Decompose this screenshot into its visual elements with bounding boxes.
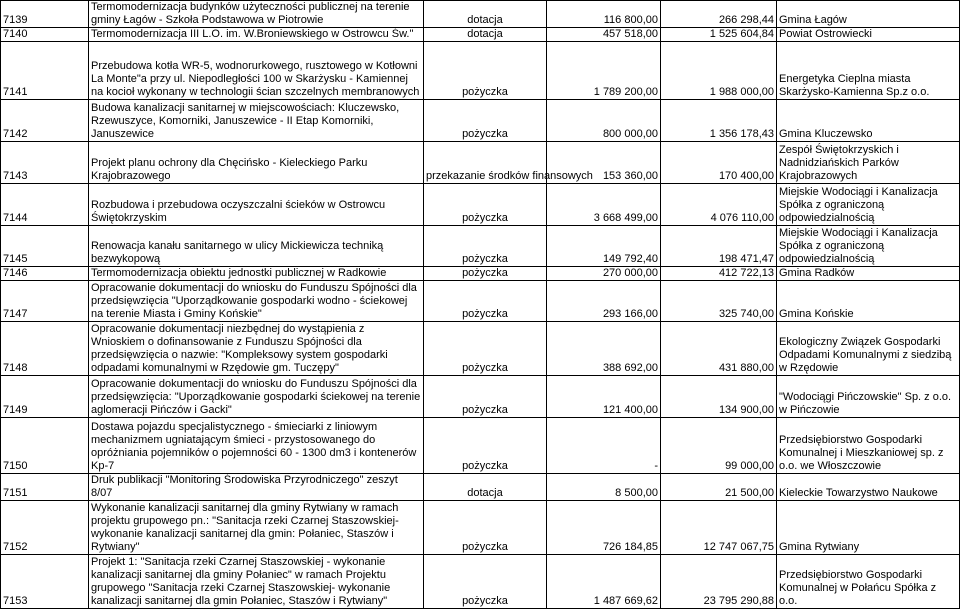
row-amount-funding: - bbox=[547, 418, 661, 474]
row-funding-type: pożyczka bbox=[424, 42, 547, 100]
row-amount-total: 1 525 604,84 bbox=[661, 28, 777, 42]
row-amount-total: 99 000,00 bbox=[661, 418, 777, 474]
row-amount-total: 170 400,00 bbox=[661, 142, 777, 184]
row-recipient: Gmina Rytwiany bbox=[777, 501, 960, 555]
row-description: Przebudowa kotła WR-5, wodnorurkowego, rusztowego w Kotłowni La Monte"a przy ul. Niepodległości 100 w Skarżysku - Kamiennej na kocioł wykonany w technologii ścian szczelnych membranowych bbox=[89, 42, 424, 100]
row-number: 7143 bbox=[1, 142, 89, 184]
row-amount-total: 325 740,00 bbox=[661, 281, 777, 322]
table-row bbox=[1, 1, 960, 28]
row-number: 7146 bbox=[1, 267, 89, 281]
row-amount-funding: 1 789 200,00 bbox=[547, 42, 661, 100]
row-funding-type: pożyczka bbox=[424, 281, 547, 322]
table-row bbox=[1, 501, 960, 555]
row-description: Rozbudowa i przebudowa oczyszczalni ścieków w Ostrowcu Świętokrzyskim bbox=[89, 184, 424, 226]
row-description: Termomodernizacja budynków użyteczności publicznej na terenie gminy Łagów - Szkoła Podstawowa w Piotrowie bbox=[89, 1, 424, 28]
table-row bbox=[1, 555, 960, 609]
table-body bbox=[1, 1, 960, 609]
row-recipient: Powiat Ostrowiecki bbox=[777, 28, 960, 42]
table-row bbox=[1, 322, 960, 376]
row-number: 7148 bbox=[1, 322, 89, 376]
row-funding-type: pożyczka bbox=[424, 555, 547, 609]
table-row bbox=[1, 226, 960, 267]
table-row bbox=[1, 267, 960, 281]
row-amount-total: 23 795 290,88 bbox=[661, 555, 777, 609]
row-recipient: Gmina Końskie bbox=[777, 281, 960, 322]
row-amount-total: 198 471,47 bbox=[661, 226, 777, 267]
row-recipient: Ekologiczny Związek Gospodarki Odpadami Komunalnymi z siedzibą w Rzędowie bbox=[777, 322, 960, 376]
row-number: 7151 bbox=[1, 474, 89, 501]
row-funding-type: przekazanie środków finansowych bbox=[424, 142, 547, 184]
row-amount-total: 21 500,00 bbox=[661, 474, 777, 501]
table-row bbox=[1, 281, 960, 322]
table-row bbox=[1, 376, 960, 418]
row-funding-type: dotacja bbox=[424, 28, 547, 42]
row-description: Projekt 1: "Sanitacja rzeki Czarnej Staszowskiej - wykonanie kanalizacji sanitarnej dla gminy Połaniec" w ramach Projektu grupowego "Sanitacja rzeki Czarnej Staszowskiej- wykonanie kanalizacji sanitarnej dla gmin Połaniec, Staszów i Rytwiany" bbox=[89, 555, 424, 609]
row-amount-total: 1 988 000,00 bbox=[661, 42, 777, 100]
row-amount-funding: 457 518,00 bbox=[547, 28, 661, 42]
row-funding-type: pożyczka bbox=[424, 100, 547, 142]
row-funding-type: pożyczka bbox=[424, 226, 547, 267]
row-funding-type: pożyczka bbox=[424, 322, 547, 376]
row-recipient: "Wodociągi Pińczowskie" Sp. z o.o. w Pińczowie bbox=[777, 376, 960, 418]
row-funding-type: pożyczka bbox=[424, 501, 547, 555]
row-amount-total: 134 900,00 bbox=[661, 376, 777, 418]
row-amount-funding: 149 792,40 bbox=[547, 226, 661, 267]
row-description: Budowa kanalizacji sanitarnej w miejscowościach: Kluczewsko, Rzewuszyce, Komorniki, Januszewice - II Etap Komorniki, Januszewice bbox=[89, 100, 424, 142]
row-amount-funding: 121 400,00 bbox=[547, 376, 661, 418]
table-row bbox=[1, 28, 960, 42]
table-row bbox=[1, 100, 960, 142]
row-number: 7141 bbox=[1, 42, 89, 100]
row-amount-total: 412 722,13 bbox=[661, 267, 777, 281]
row-funding-type: dotacja bbox=[424, 1, 547, 28]
row-amount-funding: 800 000,00 bbox=[547, 100, 661, 142]
row-description: Projekt planu ochrony dla Chęcińsko - Kieleckiego Parku Krajobrazowego bbox=[89, 142, 424, 184]
row-recipient: Gmina Kluczewsko bbox=[777, 100, 960, 142]
row-number: 7144 bbox=[1, 184, 89, 226]
row-funding-type: pożyczka bbox=[424, 267, 547, 281]
row-amount-funding: 1 487 669,62 bbox=[547, 555, 661, 609]
row-amount-total: 4 076 110,00 bbox=[661, 184, 777, 226]
row-number: 7139 bbox=[1, 1, 89, 28]
row-recipient: Gmina Radków bbox=[777, 267, 960, 281]
row-description: Opracowanie dokumentacji do wniosku do Funduszu Spójności dla przedsięwzięcia "Uporządkowanie gospodarki wodno - ściekowej na terenie Miasta i Gminy Końskie" bbox=[89, 281, 424, 322]
row-recipient: Energetyka Cieplna miasta Skarżysko-Kamienna Sp.z o.o. bbox=[777, 42, 960, 100]
row-amount-funding: 270 000,00 bbox=[547, 267, 661, 281]
table-row bbox=[1, 142, 960, 184]
row-amount-funding: 153 360,00 bbox=[547, 142, 661, 184]
row-description: Druk publikacji "Monitoring Środowiska Przyrodniczego" zeszyt 8/07 bbox=[89, 474, 424, 501]
row-amount-total: 1 356 178,43 bbox=[661, 100, 777, 142]
row-number: 7145 bbox=[1, 226, 89, 267]
row-number: 7152 bbox=[1, 501, 89, 555]
row-number: 7153 bbox=[1, 555, 89, 609]
row-number: 7142 bbox=[1, 100, 89, 142]
row-description: Opracowanie dokumentacji do wniosku do Funduszu Spójności dla przedsięwzięcia: "Uporządkowanie gospodarki ściekowej na terenie aglomeracji Pińczów i Gacki" bbox=[89, 376, 424, 418]
row-description: Termomodernizacja obiektu jednostki publicznej w Radkowie bbox=[89, 267, 424, 281]
row-description: Dostawa pojazdu specjalistycznego - śmieciarki z liniowym mechanizmem ugniatającym śmieci - przystosowanego do opróżniania pojemników o pojemności 60 - 1300 dm3 i kontenerów Kp-7 bbox=[89, 418, 424, 474]
row-number: 7147 bbox=[1, 281, 89, 322]
row-amount-funding: 293 166,00 bbox=[547, 281, 661, 322]
row-funding-type: dotacja bbox=[424, 474, 547, 501]
row-description: Renowacja kanału sanitarnego w ulicy Mickiewicza techniką bezwykopową bbox=[89, 226, 424, 267]
row-recipient: Przedsiębiorstwo Gospodarki Komunalnej w Połańcu Spółka z o.o. bbox=[777, 555, 960, 609]
row-amount-funding: 3 668 499,00 bbox=[547, 184, 661, 226]
row-description: Wykonanie kanalizacji sanitarnej dla gminy Rytwiany w ramach projektu grupowego pn.: "Sanitacja rzeki Czarnej Staszowskiej-wykonanie kanalizacji sanitarnej dla gmin: Połaniec, Staszów i Rytwiany" bbox=[89, 501, 424, 555]
row-number: 7149 bbox=[1, 376, 89, 418]
row-recipient: Gmina Łagów bbox=[777, 1, 960, 28]
row-funding-type: pożyczka bbox=[424, 376, 547, 418]
row-recipient: Kieleckie Towarzystwo Naukowe bbox=[777, 474, 960, 501]
row-number: 7140 bbox=[1, 28, 89, 42]
table-row bbox=[1, 42, 960, 100]
table-row bbox=[1, 184, 960, 226]
row-amount-funding: 116 800,00 bbox=[547, 1, 661, 28]
row-amount-funding: 388 692,00 bbox=[547, 322, 661, 376]
row-amount-total: 12 747 067,75 bbox=[661, 501, 777, 555]
row-funding-type: pożyczka bbox=[424, 418, 547, 474]
row-amount-funding: 8 500,00 bbox=[547, 474, 661, 501]
row-description: Opracowanie dokumentacji niezbędnej do wystąpienia z Wnioskiem o dofinansowanie z Funduszu Spójności dla przedsięwzięcia o nazwie: "Kompleksowy system gospodarki odpadami komunalnymi w Rzędowie gm. Tuczępy" bbox=[89, 322, 424, 376]
row-amount-funding: 726 184,85 bbox=[547, 501, 661, 555]
row-number: 7150 bbox=[1, 418, 89, 474]
table-row bbox=[1, 418, 960, 474]
row-funding-type: pożyczka bbox=[424, 184, 547, 226]
row-recipient: Przedsiębiorstwo Gospodarki Komunalnej i Mieszkaniowej sp. z o.o. we Włoszczowie bbox=[777, 418, 960, 474]
row-amount-total: 266 298,44 bbox=[661, 1, 777, 28]
row-amount-total: 431 880,00 bbox=[661, 322, 777, 376]
row-recipient: Miejskie Wodociągi i Kanalizacja Spółka z ograniczoną odpowiedzialnością bbox=[777, 226, 960, 267]
table-row bbox=[1, 474, 960, 501]
row-recipient: Miejskie Wodociągi i Kanalizacja Spółka z ograniczoną odpowiedzialnością bbox=[777, 184, 960, 226]
row-description: Termomodernizacja III L.O. im. W.Broniewskiego w Ostrowcu Św." bbox=[89, 28, 424, 42]
row-recipient: Zespół Świętokrzyskich i Nadnidziańskich Parków Krajobrazowych bbox=[777, 142, 960, 184]
